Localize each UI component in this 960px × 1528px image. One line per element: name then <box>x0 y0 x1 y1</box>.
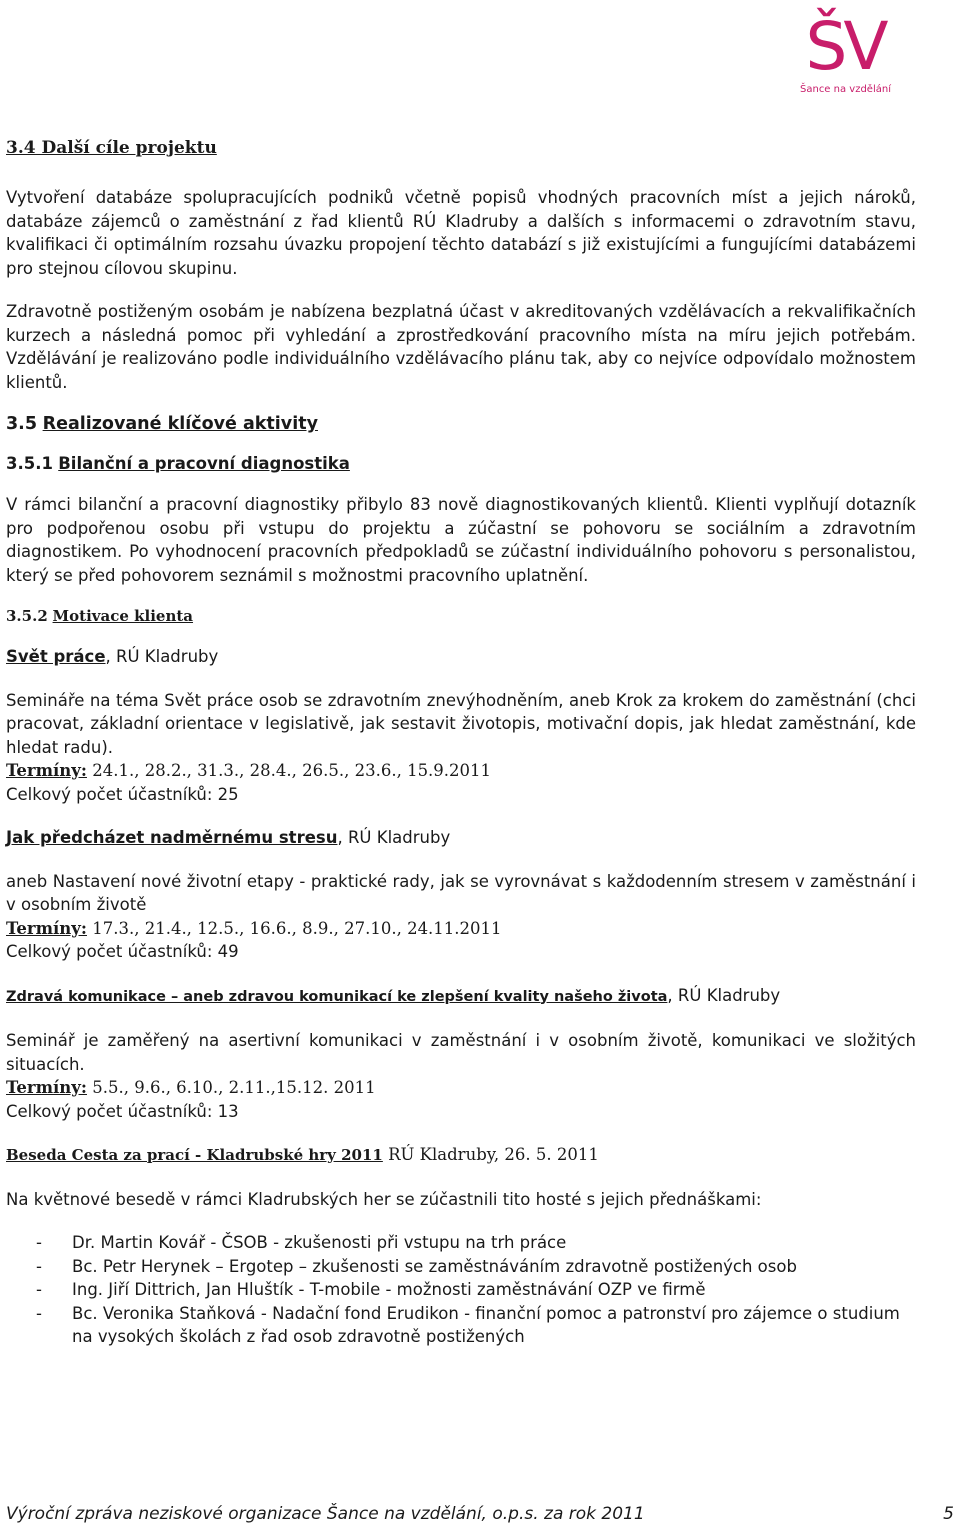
event-terms-label: Termíny: <box>6 918 87 938</box>
event-participant-count: Celkový počet účastníků: 25 <box>6 784 239 804</box>
list-item: - Bc. Veronika Staňková - Nadační fond Erudikon - finanční pomoc a patronství pro zájemce o studium na vysokých školách z řad osob zdravotně postižených <box>6 1302 916 1349</box>
event-stres <box>6 826 916 964</box>
document-body <box>6 138 916 1349</box>
section-3-4-paragraph-2: Zdravotně postiženým osobám je nabízena bezplatná účast v akreditovaných vzdělávacích a rekvalifikačních kurzech a následná pomoc při vyhledání a zprostředkování pracovního místa na míru jejich potřebám. Vzdělávání je realizováno podle individuálního vzdělávacího plánu tak, aby co nejvíce odpovídalo možnostem klientů. <box>6 302 916 392</box>
logo-caption: Šance na vzdělání <box>800 84 891 95</box>
event-terms-label: Termíny: <box>6 1078 87 1097</box>
event-title: Svět práce <box>6 647 106 666</box>
section-3-5-1-title: Bilanční a pracovní diagnostika <box>58 454 350 473</box>
list-item: - Dr. Martin Kovář - ČSOB - zkušenosti při vstupu na trh práce <box>6 1231 916 1255</box>
event-participant-count: Celkový počet účastníků: 13 <box>6 1101 239 1121</box>
section-3-5-2-number: 3.5.2 <box>6 607 48 625</box>
event-terms: 5.5., 9.6., 6.10., 2.11.,15.12. 2011 <box>86 1078 376 1097</box>
event-place: , RÚ Kladruby <box>667 985 781 1005</box>
list-item: - Ing. Jiří Dittrich, Jan Hluštík - T-mobile - možnosti zaměstnávání OZP ve firmě <box>6 1278 916 1302</box>
section-3-5-2-title: Motivace klienta <box>52 607 194 625</box>
event-description: Seminář je zaměřený na asertivní komunikaci v zaměstnání i v osobním životě, komunikaci ve složitých situacích. <box>6 1031 916 1074</box>
list-item: - Bc. Petr Herynek – Ergotep – zkušenosti se zaměstnáváním zdravotně postižených osob <box>6 1255 916 1279</box>
event-title: Beseda Cesta za prací - Kladrubské hry 2011 <box>6 1146 383 1164</box>
section-3-4-title: 3.4 Další cíle projektu <box>6 138 217 158</box>
footer-text: Výroční zpráva neziskové organizace Šance na vzdělání, o.p.s. za rok 2011 <box>6 1504 645 1524</box>
event-svet-prace <box>6 645 916 806</box>
page-number: 5 <box>943 1504 954 1524</box>
organization-logo <box>800 6 890 106</box>
page-footer <box>6 1504 954 1524</box>
section-3-5-1-paragraph: V rámci bilanční a pracovní diagnostiky přibylo 83 nově diagnostikovaných klientů. Klienti vyplňují dotazník pro podpořenou osobu při vstupu do projektu a zúčastní se pohovoru se sociálním a zdravotním diagnostikem. Po vyhodnocení pracovních předpokladů se zúčastní individuálního pohovoru s personalistou, který se před pohovorem seznámil s možnostmi pracovního uplatnění. <box>6 495 916 585</box>
section-3-5-number: 3.5 <box>6 414 38 434</box>
section-3-4-heading <box>6 138 916 158</box>
event-place: RÚ Kladruby, 26. 5. 2011 <box>382 1145 599 1164</box>
section-3-5-2-heading <box>6 607 916 625</box>
event-terms-label: Termíny: <box>6 761 87 780</box>
event-participant-count: Celkový počet účastníků: 49 <box>6 942 239 961</box>
event-description: aneb Nastavení nové životní etapy - praktické rady, jak se vyrovnávat s každodenním stresem v zaměstnání i v osobním životě <box>6 871 916 914</box>
event-beseda <box>6 1143 916 1349</box>
section-3-5-heading <box>6 414 916 434</box>
event-zdrava-komunikace <box>6 984 916 1124</box>
event-terms: 24.1., 28.2., 31.3., 28.4., 26.5., 23.6., 15.9.2011 <box>86 761 492 780</box>
section-3-5-1-heading <box>6 454 916 473</box>
event-terms: 17.3., 21.4., 12.5., 16.6., 8.9., 27.10., 24.11.2011 <box>86 918 502 938</box>
section-3-5-title: Realizované klíčové aktivity <box>42 414 318 434</box>
event-intro: Na květnové besedě v rámci Kladrubských her se zúčastnili tito hosté s jejich přednáškami: <box>6 1189 762 1209</box>
event-place: , RÚ Kladruby <box>337 828 451 847</box>
section-3-4-paragraph-1: Vytvoření databáze spolupracujících podniků včetně popisů vhodných pracovních míst a jejich nároků, databáze zájemců o zaměstnání z řad klientů RÚ Kladruby a dalších s informacemi o zdravotním stavu, kvalifikaci či optimálním rozsahu úvazku propojení těchto databází s již existujícími a fungujícími databázemi pro stejnou cílovou skupinu. <box>6 188 916 278</box>
logo-mark: ŠV <box>805 8 885 85</box>
event-place: , RÚ Kladruby <box>105 647 219 666</box>
event-title: Zdravá komunikace – aneb zdravou komunikací ke zlepšení kvality našeho života <box>6 988 668 1005</box>
speaker-list <box>6 1231 916 1349</box>
event-title: Jak předcházet nadměrnému stresu <box>6 828 338 847</box>
event-description: Semináře na téma Svět práce osob se zdravotním znevýhodněním, aneb Krok za krokem do zaměstnání (chci pracovat, základní orientace v legislativě, jak sestavit životopis, motivační dopis, jak hledat zaměstnání, kde hledat radu). <box>6 690 916 757</box>
section-3-5-1-number: 3.5.1 <box>6 454 53 473</box>
